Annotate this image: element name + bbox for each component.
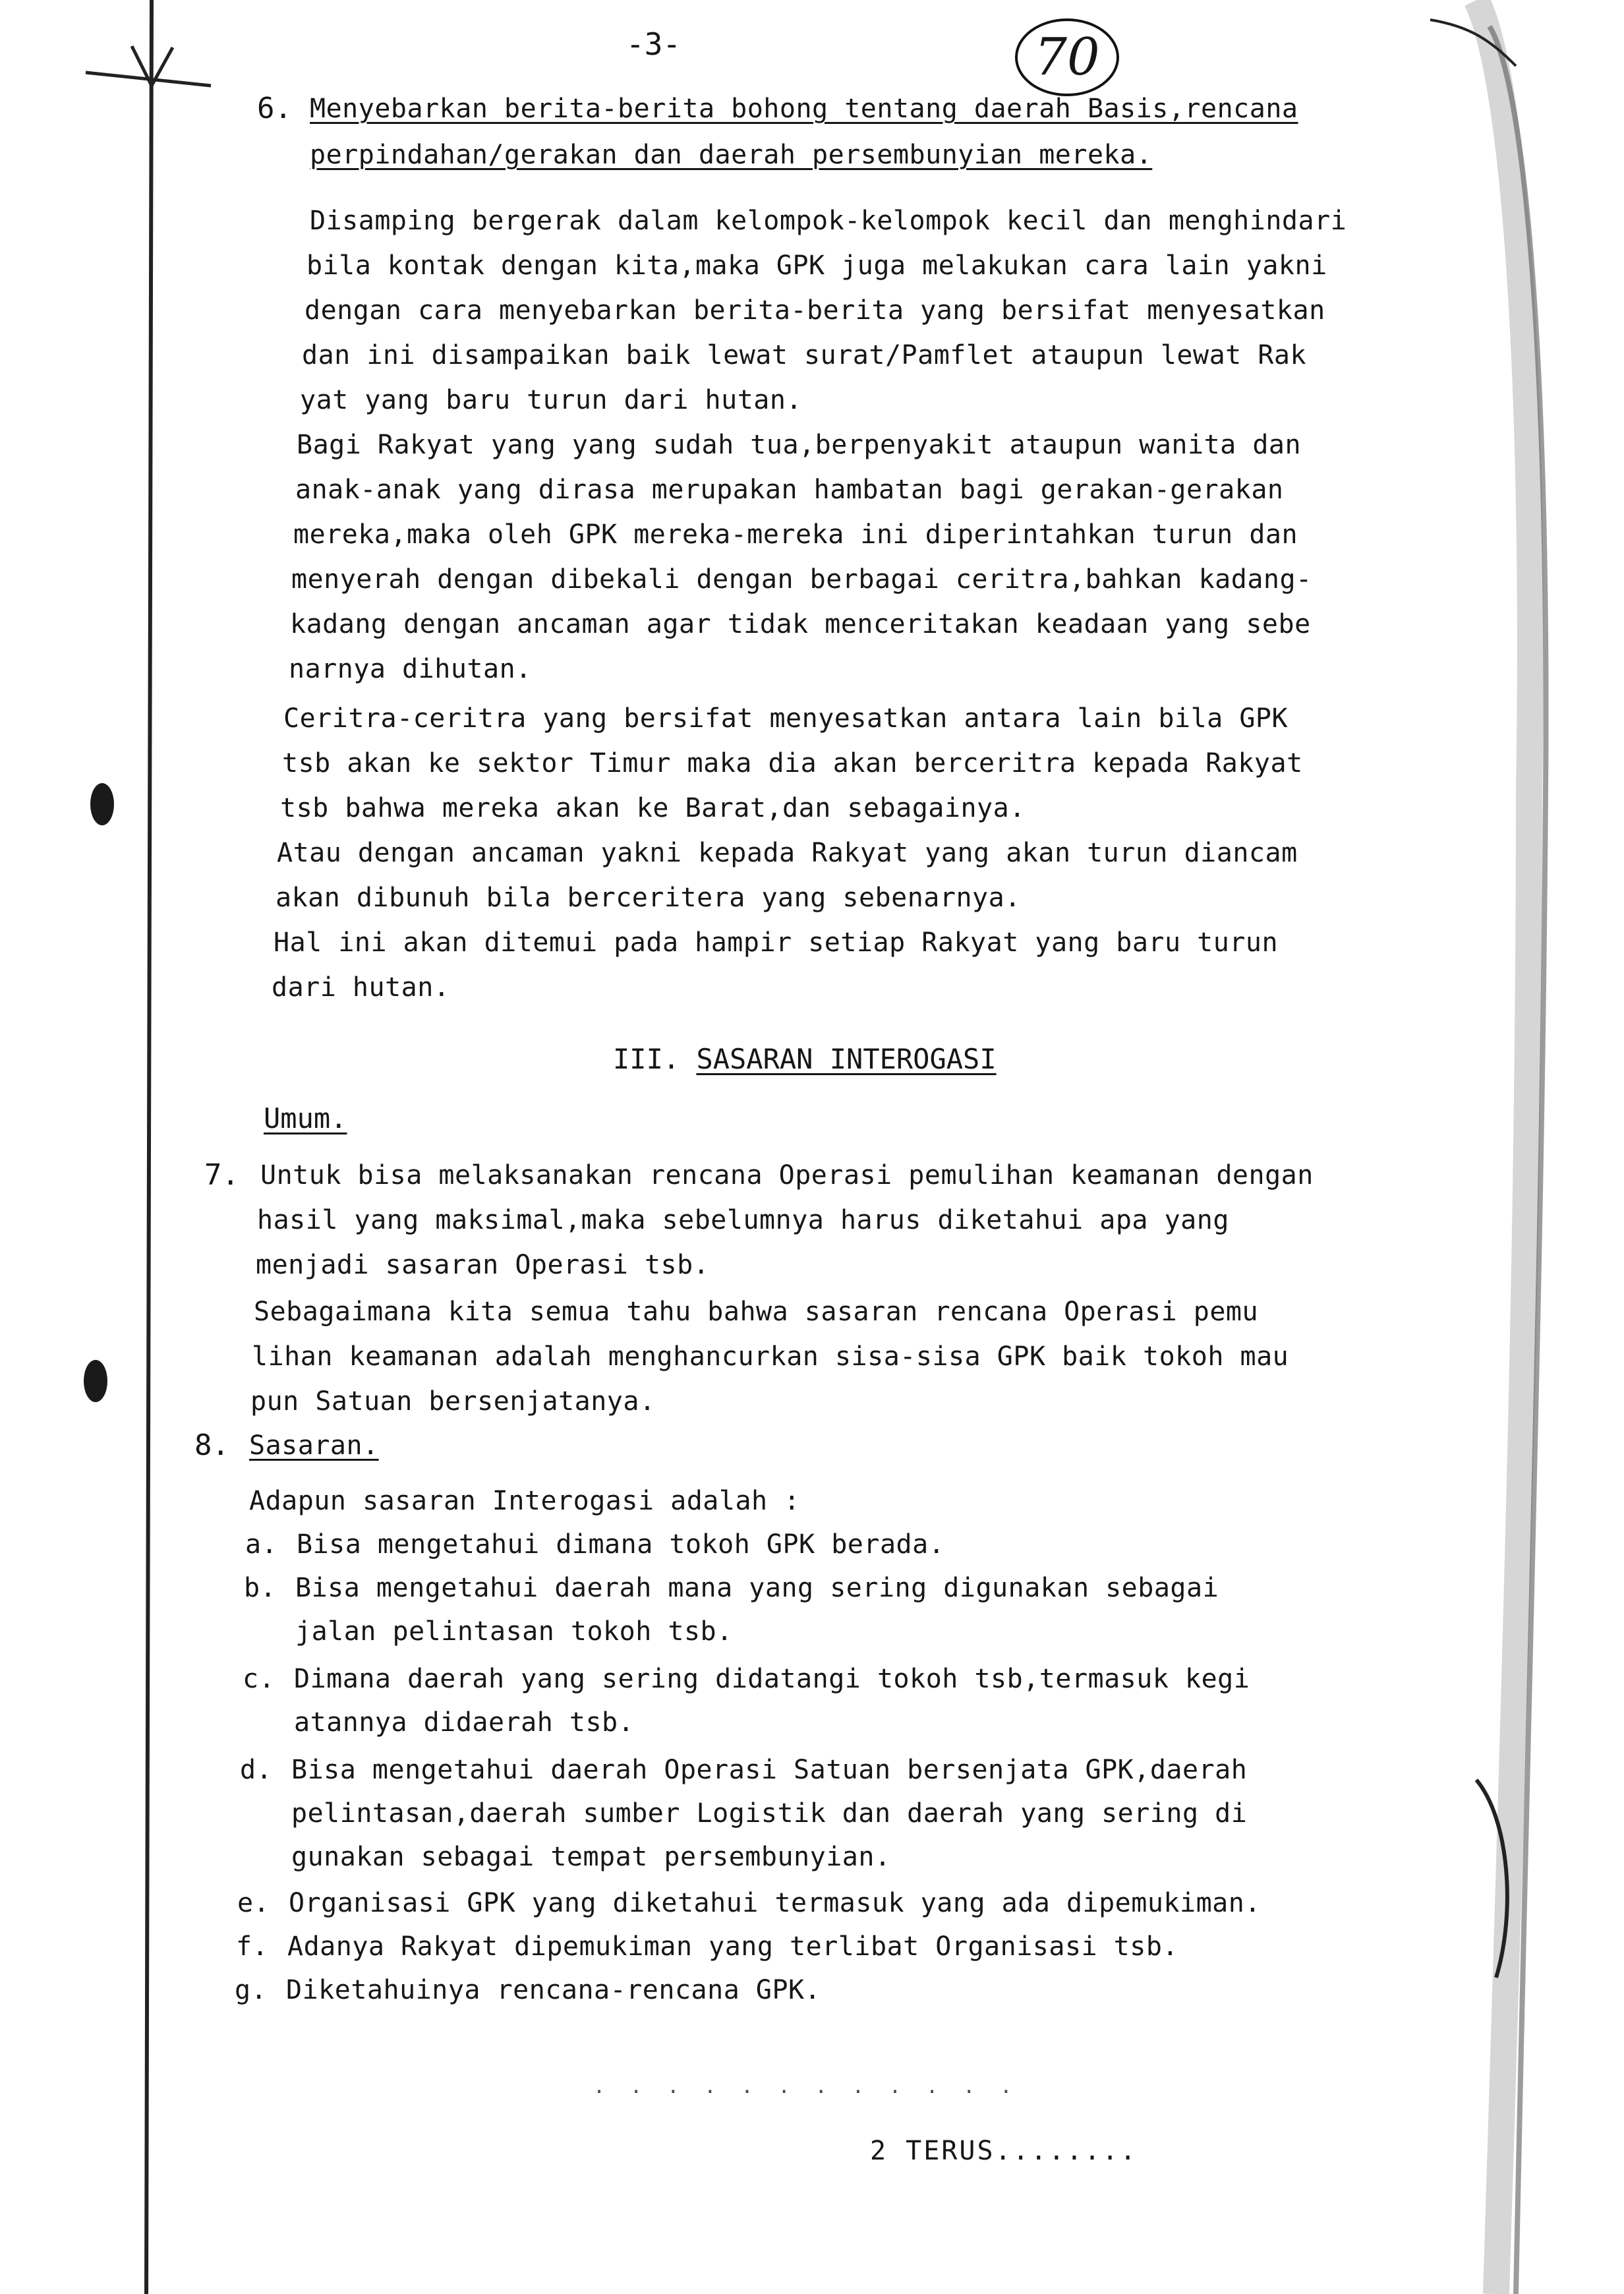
item-8-intro: Adapun sasaran Interogasi adalah : xyxy=(249,1486,800,1516)
paragraph-line: bila kontak dengan kita,maka GPK juga melakukan cara lain yakni xyxy=(306,250,1327,281)
paragraph-line: Atau dengan ancaman yakni kepada Rakyat yang akan turun diancam xyxy=(277,838,1298,868)
list-item-text: Dimana daerah yang sering didatangi tokoh tsb,termasuk kegi xyxy=(294,1664,1250,1694)
list-item-text: atannya didaerah tsb. xyxy=(294,1707,635,1738)
paragraph-line: Disamping bergerak dalam kelompok-kelompok kecil dan menghindari xyxy=(310,206,1347,236)
item-6-number: 6. xyxy=(257,92,292,125)
paragraph-line: narnya dihutan. xyxy=(289,654,532,684)
section-3-heading xyxy=(613,1043,997,1075)
paragraph-line: Bagi Rakyat yang yang sudah tua,berpenyakit ataupun wanita dan xyxy=(297,430,1302,460)
list-item-letter: b. xyxy=(244,1573,277,1603)
list-item-text: Bisa mengetahui daerah Operasi Satuan bersenjata GPK,daerah xyxy=(291,1755,1248,1785)
paragraph-line: Ceritra-ceritra yang bersifat menyesatkan antara lain bila GPK xyxy=(283,703,1289,734)
list-item-text: Adanya Rakyat dipemukiman yang terlibat Organisasi tsb. xyxy=(287,1931,1179,1962)
list-item-text: Bisa mengetahui daerah mana yang sering digunakan sebagai xyxy=(295,1573,1219,1603)
list-item-text: pelintasan,daerah sumber Logistik dan daerah yang sering di xyxy=(291,1798,1248,1829)
list-item-text: Diketahuinya rencana-rencana GPK. xyxy=(286,1975,821,2005)
continuation-marker: 2 TERUS........ xyxy=(870,2136,1138,2166)
paragraph-line: anak-anak yang dirasa merupakan hambatan bagi gerakan-gerakan xyxy=(295,475,1284,505)
footer-dots: . . . . . . . . . . . . xyxy=(593,2075,1019,2098)
paragraph-line: Hal ini akan ditemui pada hampir setiap Rakyat yang baru turun xyxy=(274,927,1279,958)
circled-number-text: 70 xyxy=(1034,28,1100,87)
paragraph-line: akan dibunuh bila berceritera yang sebenarnya. xyxy=(276,883,1021,913)
list-item-text: gunakan sebagai tempat persembunyian. xyxy=(291,1842,891,1872)
paragraph-line: Sebagaimana kita semua tahu bahwa sasaran rencana Operasi pemu xyxy=(254,1297,1259,1327)
list-item-text: Bisa mengetahui dimana tokoh GPK berada. xyxy=(297,1529,945,1560)
list-item-letter: g. xyxy=(235,1975,268,2005)
paragraph-line: yat yang baru turun dari hutan. xyxy=(300,385,803,415)
list-item-text: Organisasi GPK yang diketahui termasuk yang ada dipemukiman. xyxy=(289,1888,1261,1918)
paragraph-line: dan ini disampaikan baik lewat surat/Pamflet ataupun lewat Rak xyxy=(302,340,1307,370)
paragraph-line: tsb bahwa mereka akan ke Barat,dan sebagainya. xyxy=(280,793,1026,823)
list-item-letter: e. xyxy=(237,1888,270,1918)
paragraph-line: mereka,maka oleh GPK mereka-mereka ini diperintahkan turun dan xyxy=(293,519,1298,550)
item-7-number: 7. xyxy=(204,1158,239,1192)
paragraph-line: tsb akan ke sektor Timur maka dia akan berceritra kepada Rakyat xyxy=(282,748,1303,779)
item-8-number: 8. xyxy=(194,1428,229,1462)
list-item-letter: d. xyxy=(240,1755,273,1785)
paragraph-line: menyerah dengan dibekali dengan berbagai ceritra,bahkan kadang- xyxy=(291,564,1312,595)
paragraph-line: hasil yang maksimal,maka sebelumnya harus diketahui apa yang xyxy=(257,1205,1229,1235)
item-6-title-line-1: Menyebarkan berita-berita bohong tentang daerah Basis,rencana xyxy=(310,94,1298,124)
paragraph-line: pun Satuan bersenjatanya. xyxy=(250,1386,656,1417)
section-3-subheading: Umum. xyxy=(264,1102,347,1134)
paragraph-line: dari hutan. xyxy=(272,972,450,1003)
paragraph-line: kadang dengan ancaman agar tidak menceritakan keadaan yang sebe xyxy=(290,609,1311,639)
section-3-title: SASARAN INTEROGASI xyxy=(696,1043,997,1075)
item-6-title-line-2: perpindahan/gerakan dan daerah persembunyian mereka. xyxy=(310,140,1153,170)
list-item-letter: c. xyxy=(243,1664,276,1694)
circled-page-number xyxy=(1015,18,1119,96)
paragraph-line: Untuk bisa melaksanakan rencana Operasi pemulihan keamanan dengan xyxy=(260,1160,1314,1191)
paragraph-line: dengan cara menyebarkan berita-berita yang bersifat menyesatkan xyxy=(304,295,1325,326)
paragraph-line: lihan keamanan adalah menghancurkan sisa-sisa GPK baik tokoh mau xyxy=(252,1341,1289,1372)
list-item-letter: f. xyxy=(236,1931,269,1962)
item-8-title: Sasaran. xyxy=(249,1430,379,1461)
list-item-text: jalan pelintasan tokoh tsb. xyxy=(295,1616,733,1647)
paragraph-line: menjadi sasaran Operasi tsb. xyxy=(256,1250,710,1280)
section-3-number: III. xyxy=(613,1043,680,1075)
page-number: -3- xyxy=(626,26,682,62)
list-item-letter: a. xyxy=(245,1529,278,1560)
